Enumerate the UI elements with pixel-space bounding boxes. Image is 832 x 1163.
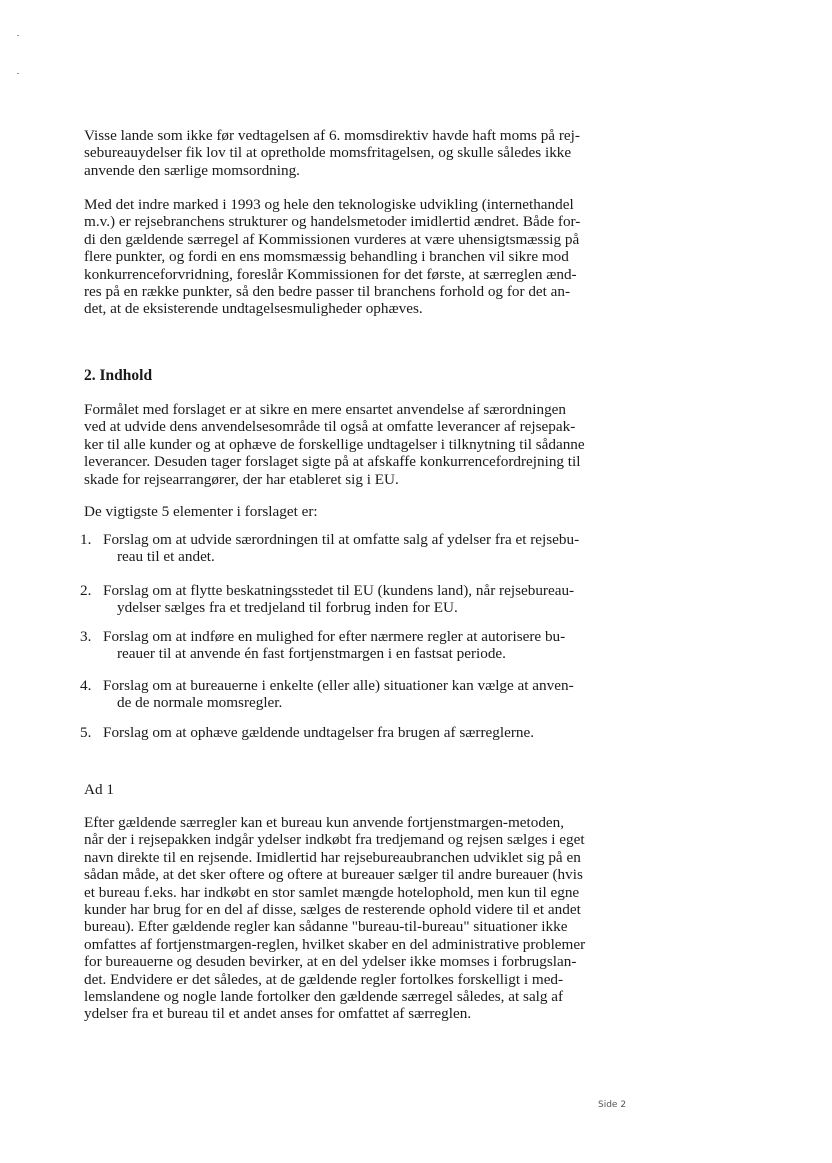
- text-line: flere punkter, og fordi en ens momsmæssig behandling i branchen vil sikre mod: [84, 248, 569, 266]
- text-line: lemslandene og nogle lande fortolker den gældende særregel således, at salg af: [84, 988, 564, 1006]
- text-line: for bureauerne og desuden bevirker, at en del ydelser ikke momses i forbrugslan-: [84, 953, 577, 971]
- list-number: 3.: [80, 628, 92, 645]
- text-line: De vigtigste 5 elementer i forslaget er:: [84, 503, 318, 520]
- text-line: Med det indre marked i 1993 og hele den teknologiske udvikling (internethandel: [84, 196, 574, 213]
- text-line: leverancer. Desuden tager forslaget sigte på at afskaffe konkurrencefordrejning til: [84, 453, 581, 471]
- text-line: ydelser sælges fra et tredjeland til forbrug inden for EU.: [117, 599, 458, 617]
- text-line: omfattes af fortjenstmargen-reglen, hvilket skaber en del administrative problemer: [84, 935, 586, 953]
- subsection-label: [84, 781, 644, 798]
- paragraph-ad1: [84, 814, 644, 1023]
- text-line: når der i rejsepakken indgår ydelser indkøbt fra tredjemand og rejsen sælges i eget: [84, 831, 585, 849]
- text-line: ker til alle kunder og at ophæve de forskellige undtagelser i tilknytning til sådanne: [84, 435, 585, 453]
- list-intro: [84, 503, 644, 520]
- text-line: det, at de eksisterende undtagelsesmuligheder ophæves.: [84, 300, 423, 318]
- text-line: Formålet med forslaget er at sikre en mere ensartet anvendelse af særordningen: [84, 401, 567, 418]
- paragraph-market: [84, 196, 644, 318]
- page-number: Side 2: [598, 1100, 627, 1110]
- text-line: anvende den særlige momsordning.: [84, 161, 300, 179]
- text-line: Ad 1: [84, 781, 114, 798]
- text-line: Visse lande som ikke før vedtagelsen af 6. momsdirektiv havde haft moms på rej-: [84, 127, 580, 144]
- text-line: konkurrenceforvridning, foreslår Kommissionen for det første, at særreglen ænd-: [84, 265, 577, 283]
- list-number: 4.: [80, 677, 92, 694]
- list-number: 2.: [80, 582, 92, 599]
- text-line: navn direkte til en rejsende. Imidlertid har rejsebureaubranchen udviklet sig på en: [84, 848, 581, 866]
- text-line: ved at udvide dens anvendelsesområde til også at omfatte leverancer af rejsepak-: [84, 418, 576, 436]
- section-heading: 2. Indhold: [84, 367, 153, 384]
- text-line: et bureau f.eks. har indkøbt en stor samlet mængde hotelophold, men kun til egne: [84, 883, 580, 901]
- text-line: bureau). Efter gældende regler kan sådanne "bureau-til-bureau" situationer ikke: [84, 918, 568, 936]
- text-line: de de normale momsregler.: [117, 694, 283, 712]
- text-line: sådan måde, at det sker oftere og oftere at bureauer sælger til andre bureauer (hvis: [84, 866, 583, 884]
- text-line: res på en række punkter, så den bedre passer til branchens forhold og for det an-: [84, 283, 571, 301]
- text-line: skade for rejsearrangører, der har etableret sig i EU.: [84, 470, 399, 488]
- text-line: di den gældende særregel af Kommissionen vurderes at være uhensigtsmæssig på: [84, 230, 580, 248]
- list-number: 5.: [80, 724, 92, 741]
- list-number: 1.: [80, 531, 92, 548]
- text-line: m.v.) er rejsebranchens strukturer og handelsmetoder imidlertid ændret. Både for-: [84, 213, 581, 231]
- text-line: Forslag om at ophæve gældende undtagelser fra brugen af særreglerne.: [103, 724, 535, 741]
- text-line: Forslag om at bureauerne i enkelte (eller alle) situationer kan vælge at anven-: [103, 677, 574, 694]
- scan-mark: [17, 35, 19, 36]
- text-line: ydelser fra et bureau til et andet anses for omfattet af særreglen.: [84, 1005, 472, 1023]
- text-line: Forslag om at flytte beskatningsstedet til EU (kundens land), når rejsebureau-: [103, 582, 575, 599]
- text-line: kunder har brug for en del af disse, sælges de resterende ophold videre til et andet: [84, 901, 581, 919]
- text-line: sebureauydelser fik lov til at opretholde momsfritagelsen, og skulle således ikke: [84, 144, 572, 162]
- paragraph-purpose: [84, 401, 644, 488]
- text-line: Forslag om at udvide særordningen til at omfatte salg af ydelser fra et rejsebu-: [103, 531, 580, 548]
- text-line: reau til et andet.: [117, 548, 215, 566]
- text-line: Forslag om at indføre en mulighed for efter nærmere regler at autorisere bu-: [103, 628, 566, 645]
- scan-mark: [17, 73, 19, 74]
- text-line: reauer til at anvende én fast fortjenstmargen i en fastsat periode.: [117, 645, 506, 663]
- text-line: Efter gældende særregler kan et bureau kun anvende fortjenstmargen-metoden,: [84, 814, 565, 831]
- paragraph-intro: [84, 127, 644, 179]
- text-line: det. Endvidere er det således, at de gældende regler fortolkes forskelligt i med-: [84, 970, 564, 988]
